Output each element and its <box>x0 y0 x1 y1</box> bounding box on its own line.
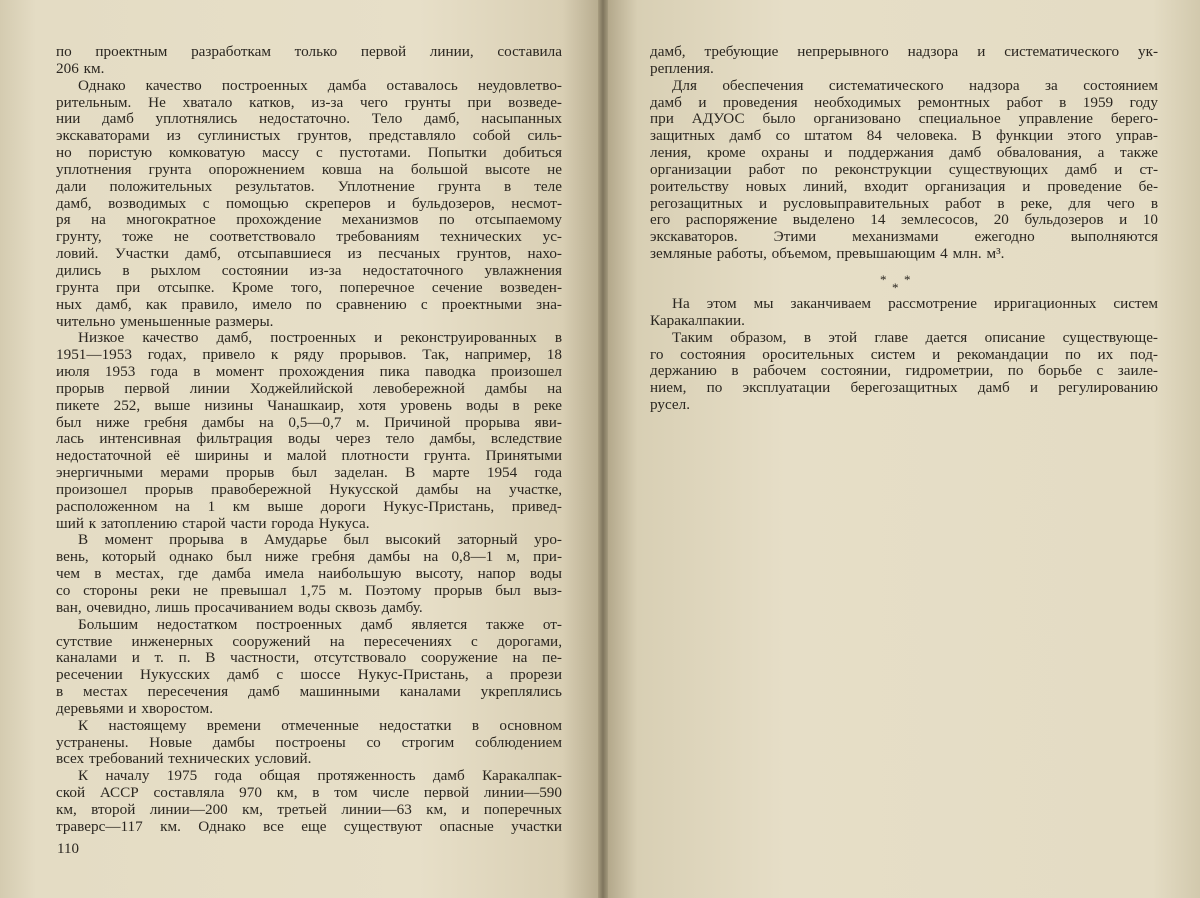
text-line: дамб, требующие непрерывного надзора и систематического ук- <box>650 44 1158 60</box>
text-line: траверс—117 км. Однако все еще существуют опасные участки <box>56 818 562 835</box>
text-line: ря на многократное прохождение механизмов по отсыпаемому <box>56 212 562 229</box>
text-line: ления, кроме охраны и поддержания дамб обвалования, а также <box>650 145 1158 162</box>
text-line: чительно уменьшенные размеры. <box>56 313 274 330</box>
text-line: дамб, возводимых с помощью скреперов и бульдозеров, несмот- <box>56 195 562 212</box>
section-separator <box>878 268 938 295</box>
text-line: деревьями и хворостом. <box>56 700 214 717</box>
text-line: но пористую комковатую массу с пустотами. Попытки добиться <box>56 145 562 162</box>
text-line: в местах пересечения дамб машинными каналами укреплялись <box>56 684 562 701</box>
text-line: Большим недостатком построенных дамб является также от- <box>78 616 562 633</box>
text-line: земляные работы, объемом, превышающим 4 млн. м³. <box>650 246 1005 263</box>
text-line: экскаваторами из суглинистых грунтов, представляло собой силь- <box>56 128 562 145</box>
text-line: каналами и т. п. В частности, отсутствовало сооружение на пе- <box>56 650 562 667</box>
right-page-text-bottom <box>650 296 1158 414</box>
text-line: грунту, тоже не соответствовало требованиям технических ус- <box>56 229 562 246</box>
text-line: лась интенсивная фильтрация воды через тело дамбы, вследствие <box>56 431 562 448</box>
left-page <box>0 0 598 898</box>
text-line: пикете 252, выше низины Чанашкаир, хотя уровень воды в реке <box>56 397 562 414</box>
text-line: репления. <box>650 60 714 77</box>
text-line: держанию в рабочем состоянии, гидрометрии, по борьбе с заиле- <box>650 363 1158 380</box>
text-line: Низкое качество дамб, построенных и реконструированных в <box>78 330 562 347</box>
text-line: дали положительных результатов. Уплотнение грунта в теле <box>56 178 562 195</box>
text-line: дились в рыхлом состоянии из-за недостаточного увлажнения <box>56 262 562 279</box>
separator-star: * <box>904 272 911 287</box>
text-line: ресечении Нукусских дамб с шоссе Нукус-Пристань, а прорези <box>56 667 562 684</box>
text-line: ший к затоплению старой части города Нукуса. <box>56 515 370 532</box>
text-line: при АДУОС было организовано специальное управление берего- <box>650 111 1158 128</box>
text-line: В момент прорыва в Амударье был высокий заторный уро- <box>78 532 562 549</box>
text-line: его распоряжение выделено 14 землесосов, 20 бульдозеров и 10 <box>650 212 1158 229</box>
text-line: Таким образом, в этой главе дается описание существующе- <box>672 329 1158 346</box>
right-page-text-top <box>650 44 1158 263</box>
text-line: произошел прорыв правобережной Нукусской дамбы на участке, <box>56 481 562 498</box>
text-line: На этом мы заканчиваем рассмотрение ирригационных систем <box>672 296 1158 312</box>
text-line: устранены. Новые дамбы построены со строгим соблюдением <box>56 734 562 751</box>
text-line: К началу 1975 года общая протяженность дамб Каракалпак- <box>78 768 562 785</box>
book-gutter <box>598 0 608 898</box>
text-line: нием, по эксплуатации берегозащитных дамб и регулированию <box>650 380 1158 397</box>
text-line: 1951—1953 годах, привело к ряду прорывов. Так, например, 18 <box>56 347 562 364</box>
text-line: грунта при отсыпке. Кроме того, поперечное сечение возведен- <box>56 279 562 296</box>
text-line: Для обеспечения систематического надзора за состоянием <box>672 77 1158 94</box>
text-line: июля 1953 года в момент прохождения пика паводка произошел <box>56 364 562 381</box>
text-line: по проектным разработкам только первой линии, составила <box>56 44 562 60</box>
text-line: был ниже гребня дамбы на 0,5—0,7 м. Причиной прорыва яви- <box>56 414 562 431</box>
page-number: 110 <box>57 841 79 857</box>
separator-star: * <box>892 280 899 295</box>
text-line: сутствие инженерных сооружений на пересечениях с дорогами, <box>56 633 562 650</box>
text-line: К настоящему времени отмеченные недостатки в основном <box>78 717 562 734</box>
text-line: экскаваторов. Этими механизмами ежегодно выполняются <box>650 229 1158 246</box>
text-line: рительным. Не хватало катков, из-за чего грунты при возведе- <box>56 94 562 111</box>
text-line: ных дамб, как правило, имело по сравнению с проектными зна- <box>56 296 562 313</box>
text-line: нии дамб уплотнялись недостаточно. Тело дамб, насыпанных <box>56 111 562 128</box>
text-line: недостаточной её ширины и малой плотности грунта. Принятыми <box>56 448 562 465</box>
text-line: всех требований технических условий. <box>56 751 312 768</box>
text-line: Каракалпакии. <box>650 312 745 329</box>
text-line: ван, очевидно, лишь просачиванием воды сквозь дамбу. <box>56 599 423 616</box>
text-line: регозащитных и русловыправительных работ в реке, для чего в <box>650 195 1158 212</box>
text-line: организации работ по реконструкции существующих дамб и ст- <box>650 161 1158 178</box>
text-line: вень, который однако был ниже гребня дамбы на 0,8—1 м, при- <box>56 549 562 566</box>
text-line: Однако качество построенных дамба оставалось неудовлетво- <box>78 77 562 94</box>
text-line: со стороны реки не превышал 1,75 м. Поэтому прорыв был выз- <box>56 583 562 599</box>
left-page-text <box>56 44 562 836</box>
text-line: энергичными мерами прорыв был заделан. В марте 1954 года <box>56 465 562 482</box>
text-line: 206 км. <box>56 60 105 77</box>
text-line: русел. <box>650 397 691 414</box>
separator-star: * <box>880 272 887 287</box>
text-line: го состояния оросительных систем и рекомандации по их под- <box>650 346 1158 363</box>
text-line: прорыв первой линии Ходжейлийской левобережной дамбы на <box>56 380 562 397</box>
text-line: ловий. Участки дамб, отсыпавшиеся из песчаных грунтов, нахо- <box>56 246 562 263</box>
right-page <box>608 0 1200 898</box>
text-line: ской АССР составляла 970 км, в том числе первой линии—590 <box>56 785 562 802</box>
text-line: уплотнения грунта опорожнением ковша на большой высоте не <box>56 161 562 178</box>
text-line: чем в местах, где дамба имела наибольшую высоту, напор воды <box>56 566 562 583</box>
text-line: км, второй линии—200 км, третьей линии—63 км, и поперечных <box>56 801 562 818</box>
text-line: дамб и проведения необходимых ремонтных работ в 1959 году <box>650 94 1158 111</box>
text-line: защитных дамб со штатом 84 человека. В функции этого управ- <box>650 128 1158 145</box>
text-line: расположенном на 1 км выше дороги Нукус-Пристань, привед- <box>56 498 562 515</box>
text-line: роительству новых линий, входит организация и проведение бе- <box>650 178 1158 195</box>
